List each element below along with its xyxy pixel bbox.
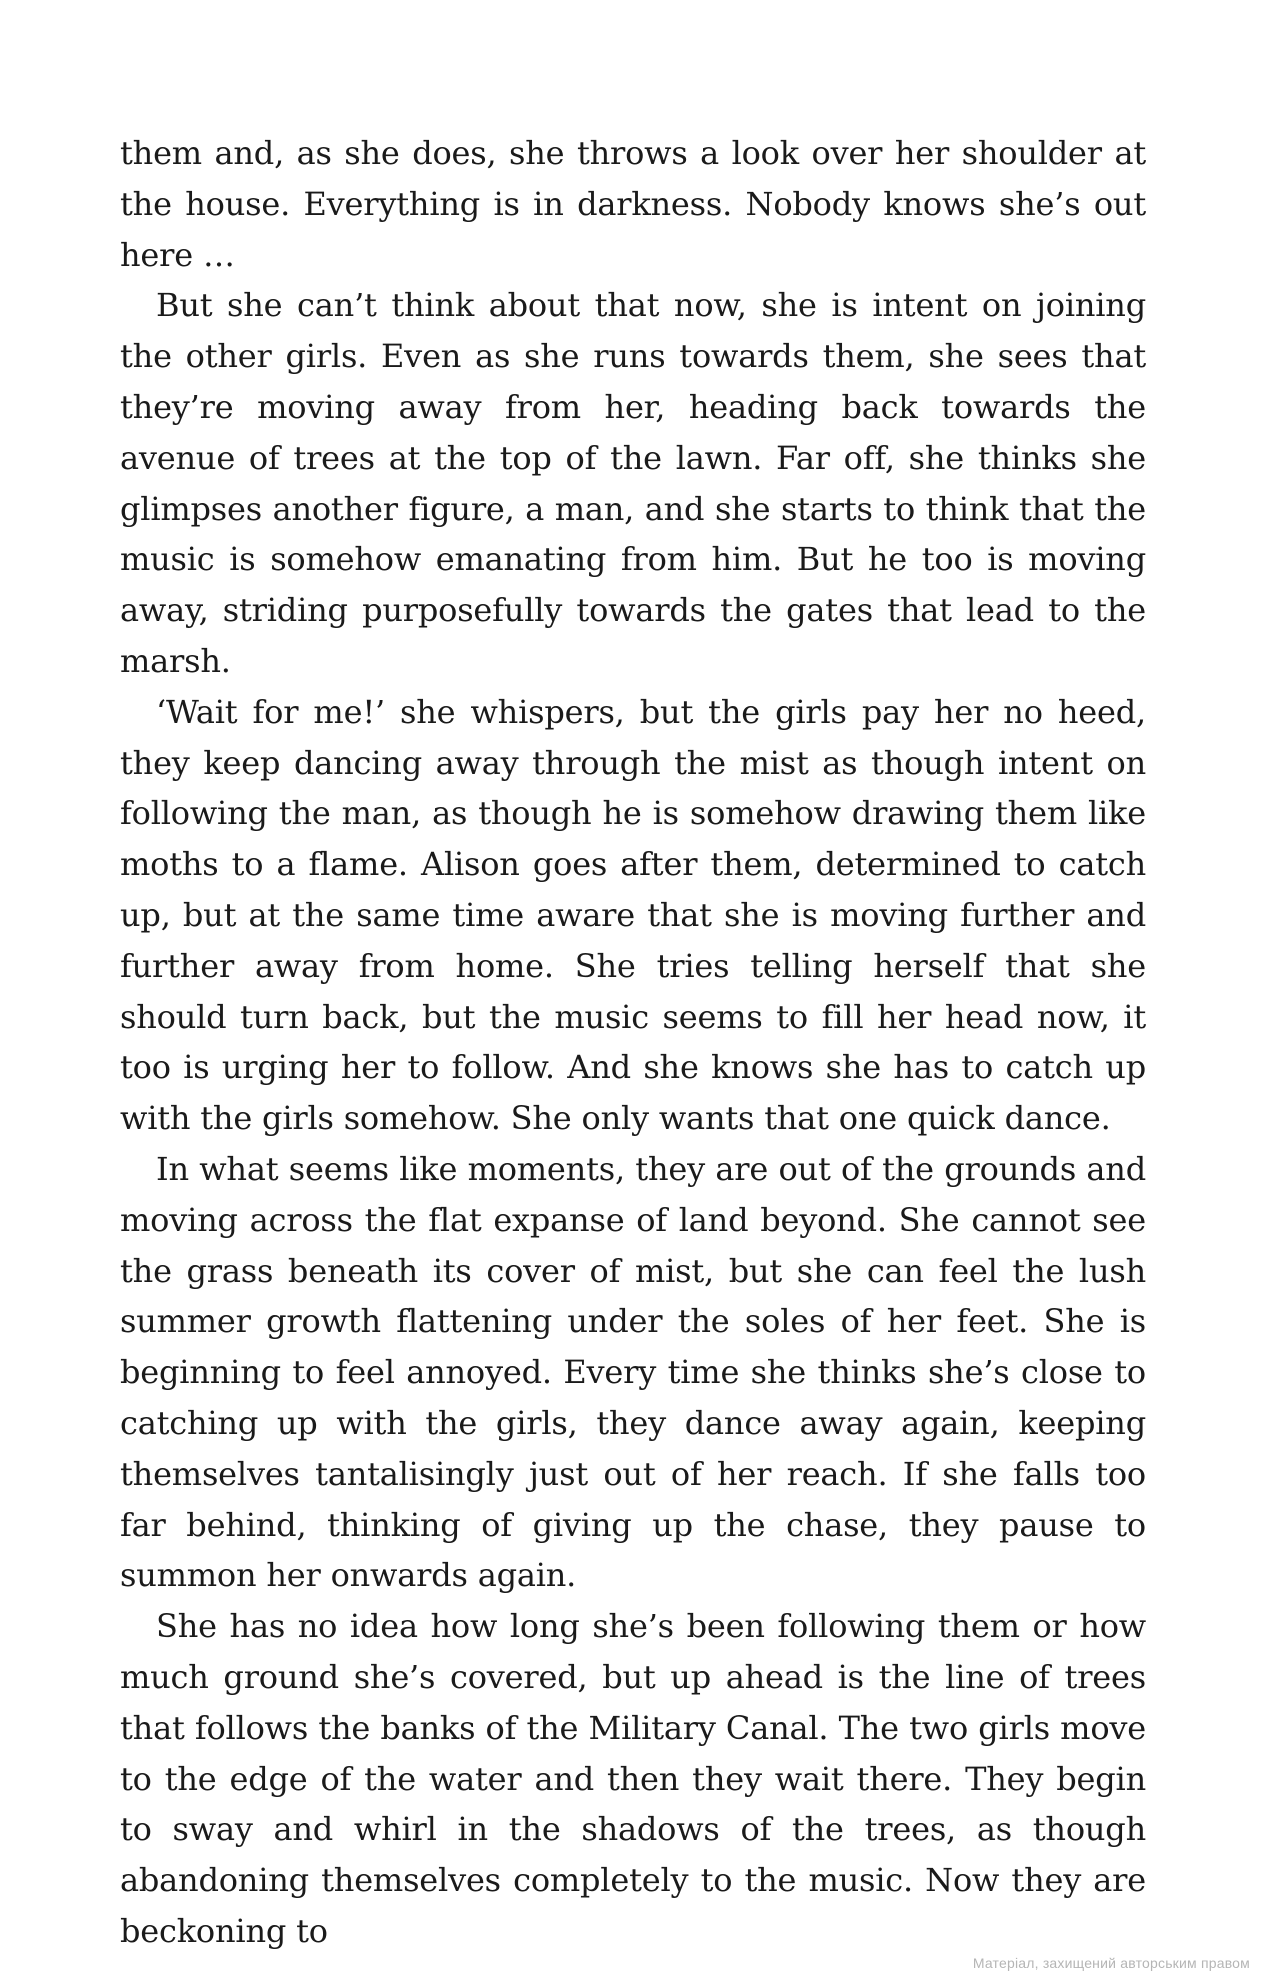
paragraph-3: ‘Wait for me!’ she whispers, but the girls pay her no heed, they keep dancing away through the mist as though intent on following the man, as though he is somehow drawing them like moths to a flame. Alison goes after them, determined to catch up, but at the same time aware that she is moving further and further away from home. She tries telling herself that she should turn back, but the music seems to fill her head now, it too is urging her to follow. And she knows she has to catch up with the girls somehow. She only wants that one quick dance. [120, 692, 1146, 1138]
book-page [120, 128, 1146, 1957]
paragraph-2: But she can’t think about that now, she is intent on joining the other girls. Even as she runs towards them, she sees that they’re moving away from her, heading back towards the avenue of trees at the top of the lawn. Far off, she thinks she glimpses another figure, a man, and she starts to think that the music is somehow emanating from him. But he too is moving away, striding purposefully towards the gates that lead to the marsh. [120, 286, 1146, 680]
paragraph-4: In what seems like moments, they are out of the grounds and moving across the flat expanse of land beyond. She cannot see the grass beneath its cover of mist, but she can feel the lush summer growth flattening under the soles of her feet. She is beginning to feel annoyed. Every time she thinks she’s close to catching up with the girls, they dance away again, keeping themselves tantalisingly just out of her reach. If she falls too far behind, thinking of giving up the chase, they pause to summon her onwards again. [120, 1149, 1146, 1595]
copyright-watermark: Матеріал, захищений авторським правом [972, 1955, 1250, 1971]
paragraph-1: them and, as she does, she throws a look over her shoulder at the house. Everything is in darkness. Nobody knows she’s out here … [120, 134, 1146, 274]
paragraph-5: She has no idea how long she’s been following them or how much ground she’s covered, but up ahead is the line of trees that follows the banks of the Military Canal. The two girls move to the edge of the water and then they wait there. They begin to sway and whirl in the shadows of the trees, as though abandoning themselves completely to the music. Now they are beckoning to [120, 1607, 1146, 1950]
